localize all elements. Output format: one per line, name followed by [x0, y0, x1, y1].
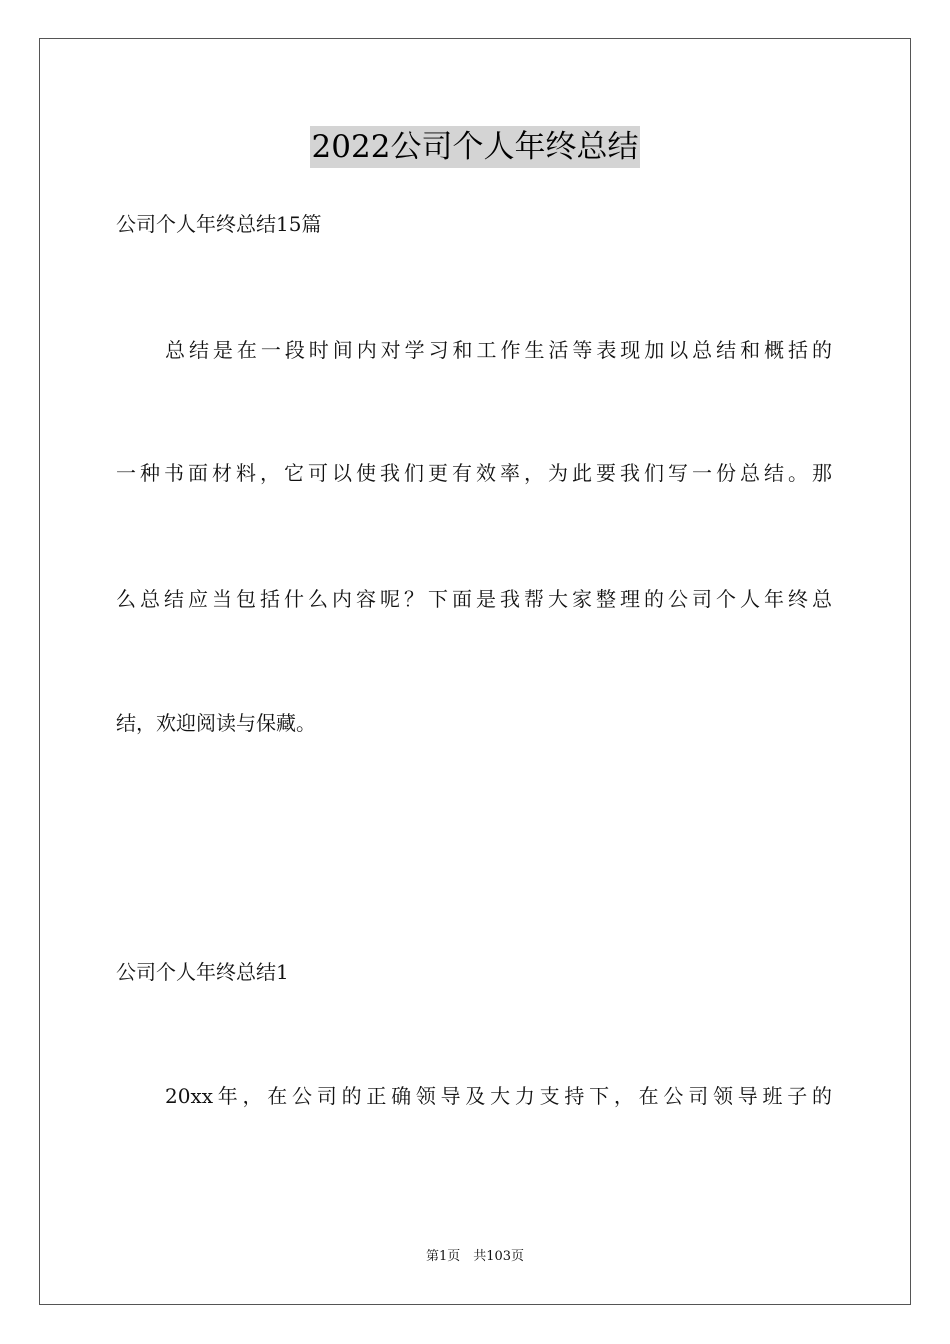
- paragraph-line-4: 结，欢迎阅读与保藏。: [116, 711, 316, 735]
- document-title: 2022公司个人年终总结: [310, 126, 641, 168]
- page-footer: 第1页 共103页: [425, 1249, 525, 1264]
- paragraph-line-2: 一种书面材料，它可以使我们更有效率，为此要我们写一份总结。那: [116, 461, 832, 485]
- section-heading: 公司个人年终总结1: [116, 960, 289, 984]
- title-container: [0, 126, 950, 168]
- paragraph-line-1: 总结是在一段时间内对学习和工作生活等表现加以总结和概括的: [165, 338, 832, 362]
- section-first-line: 20xx年，在公司的正确领导及大力支持下，在公司领导班子的: [165, 1084, 832, 1108]
- document-subtitle: 公司个人年终总结15篇: [116, 212, 322, 236]
- paragraph-line-3: 么总结应当包括什么内容呢？下面是我帮大家整理的公司个人年终总: [116, 587, 832, 611]
